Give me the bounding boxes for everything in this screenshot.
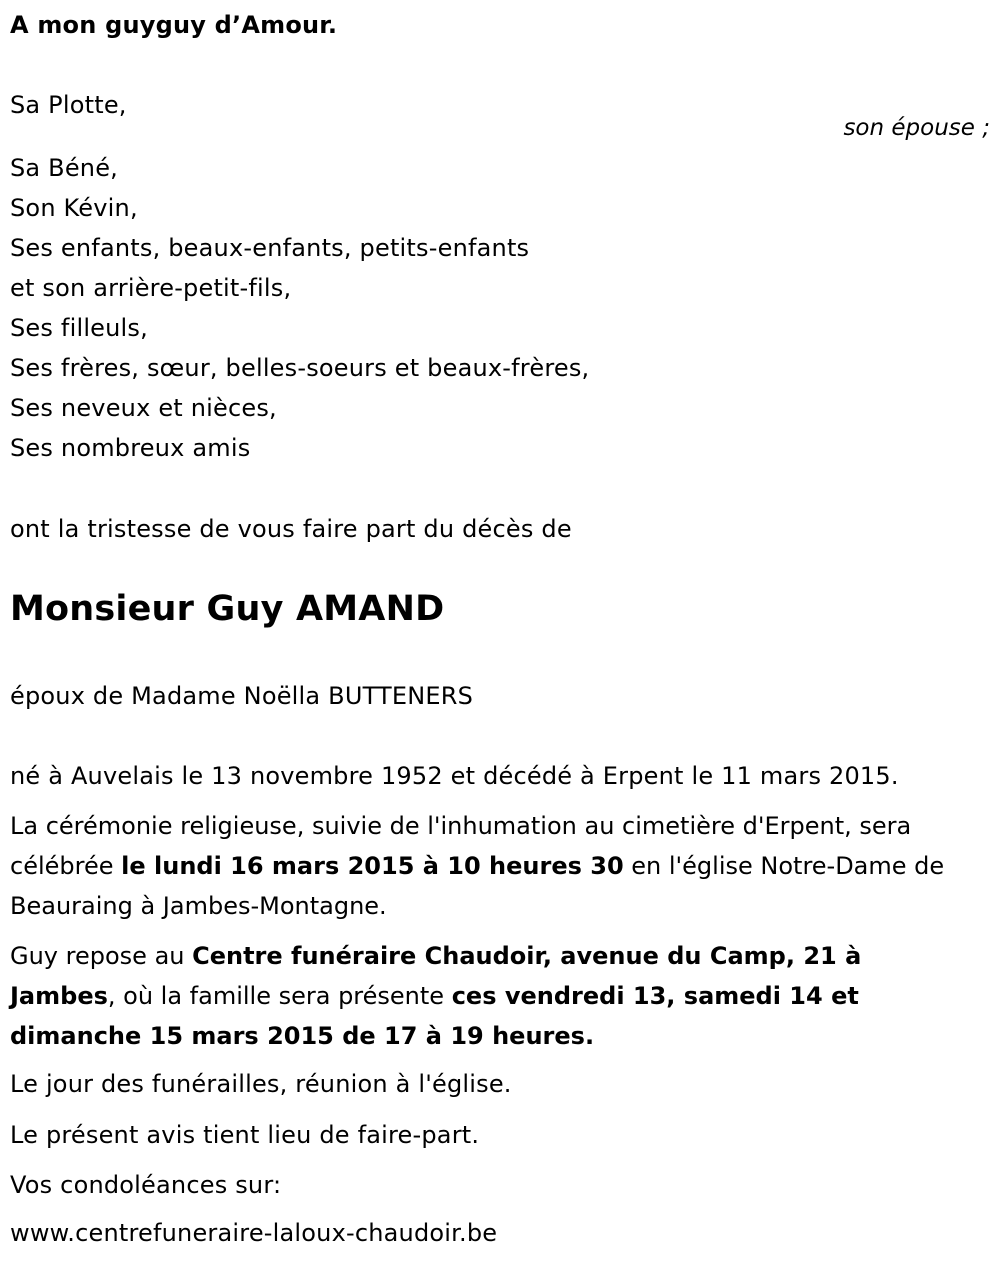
family-line: Ses enfants, beaux-enfants, petits-enfants xyxy=(10,234,530,262)
deceased-name: Monsieur Guy AMAND xyxy=(10,589,445,629)
ceremony-text-2: en l'église Notre-Dame de Beauraing à Jambes-Montagne. xyxy=(10,852,945,920)
dedication: A mon guyguy d’Amour. xyxy=(10,11,338,39)
condolences-label: Vos condoléances sur: xyxy=(10,1171,282,1199)
birth-death: né à Auvelais le 13 novembre 1952 et décédé à Erpent le 11 mars 2015. xyxy=(10,762,899,790)
family-line: Son Kévin, xyxy=(10,194,138,222)
announcement: ont la tristesse de vous faire part du décès de xyxy=(10,515,572,543)
website-link[interactable]: www.centrefuneraire-laloux-chaudoir.be xyxy=(10,1219,498,1247)
wife-role: son épouse ; xyxy=(843,115,990,141)
family-line: Ses neveux et nièces, xyxy=(10,394,277,422)
spouse-line: époux de Madame Noëlla BUTTENERS xyxy=(10,682,474,710)
family-line: et son arrière-petit-fils, xyxy=(10,274,292,302)
ceremony-datetime: le lundi 16 mars 2015 à 10 heures 30 xyxy=(121,852,624,880)
repose-paragraph xyxy=(10,936,920,1056)
repose-text: Guy repose au xyxy=(10,942,193,970)
visit-times: ces vendredi 13, samedi 14 et dimanche 15 mars 2015 de 17 à 19 heures. xyxy=(10,982,859,1050)
family-line: Ses nombreux amis xyxy=(10,434,251,462)
family-line: Ses filleuls, xyxy=(10,314,148,342)
family-line: Sa Béné, xyxy=(10,154,119,182)
ceremony-paragraph xyxy=(10,806,960,926)
ceremony-text: La cérémonie religieuse, suivie de l'inhumation au cimetière d'Erpent, sera célébrée xyxy=(10,812,912,880)
notice-line: Le présent avis tient lieu de faire-part. xyxy=(10,1121,480,1149)
repose-place: Centre funéraire Chaudoir, avenue du Camp, 21 à Jambes xyxy=(10,942,862,1010)
funeral-meeting: Le jour des funérailles, réunion à l'église. xyxy=(10,1070,512,1098)
family-line: Ses frères, sœur, belles-soeurs et beaux-frères, xyxy=(10,354,590,382)
family-wife: Sa Plotte, xyxy=(10,91,127,119)
repose-text-2: , où la famille sera présente xyxy=(107,982,452,1010)
